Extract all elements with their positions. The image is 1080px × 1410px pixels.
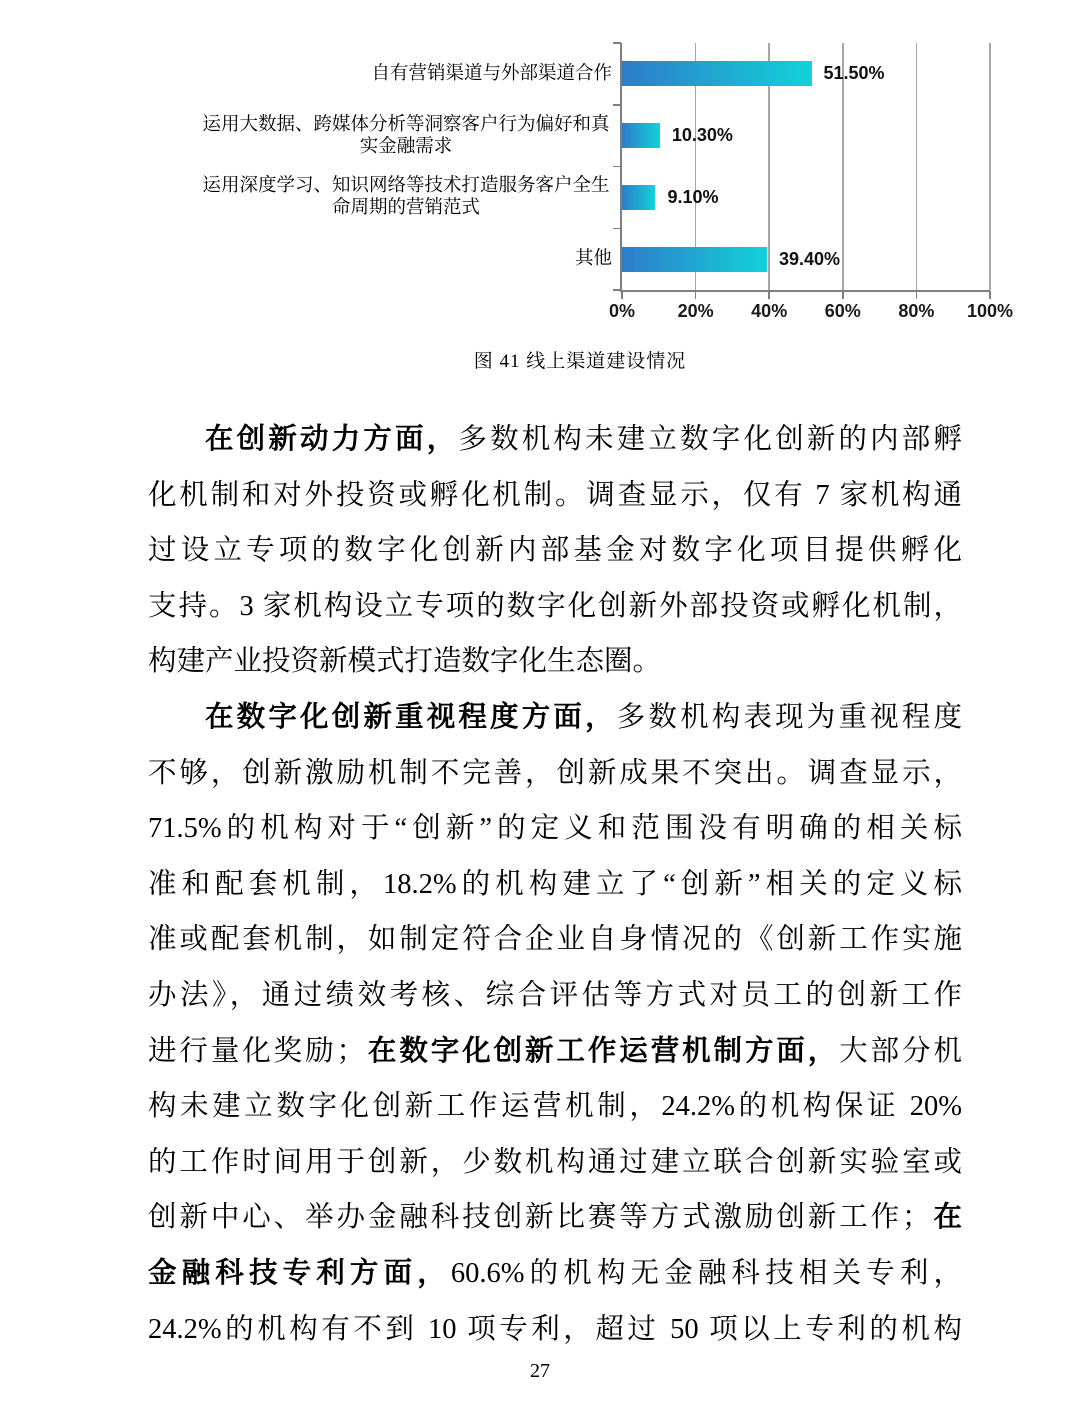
text-run: 创新中心、举办金融科技创新比赛等方式激励创新工作； — [148, 1202, 931, 1234]
x-axis-label: 20% — [677, 301, 714, 321]
data-bar — [622, 185, 655, 210]
text-run: 构建产业投资新模式打造数字化生态圈。 — [148, 646, 662, 678]
body-line — [148, 1135, 962, 1191]
data-label: 10.30% — [671, 125, 733, 146]
text-run: 支持。3 家机构设立专项的数字化创新外部投资或孵化机制， — [148, 590, 962, 622]
data-bar — [622, 61, 812, 86]
data-bar — [622, 123, 660, 148]
text-run: 准或配套机制，如制定符合企业自身情况的《创新工作实施 — [148, 924, 962, 956]
text-run: 多数机构未建立数字化创新的内部孵 — [458, 424, 962, 455]
text-run: 多数机构表现为重视程度 — [616, 701, 962, 733]
body-line — [148, 634, 962, 690]
body-line — [148, 690, 962, 746]
text-run: 大部分机 — [839, 1035, 962, 1067]
data-label: 39.40% — [778, 248, 841, 269]
category-label-row — [140, 167, 612, 229]
body-line — [148, 801, 962, 857]
body-line — [148, 746, 962, 802]
x-axis-label: 100% — [966, 301, 1014, 321]
bar-chart-categories — [140, 43, 612, 290]
bold-text-run: 在创新动力方面， — [205, 424, 459, 455]
body-line — [148, 857, 962, 913]
y-axis-tick — [613, 228, 621, 230]
body-line — [148, 1302, 962, 1358]
bar-chart-plot — [608, 43, 1014, 321]
bold-text-run: 在数字化创新工作运营机制方面， — [365, 1035, 840, 1067]
body-line — [148, 1246, 962, 1302]
data-label: 51.50% — [823, 63, 885, 84]
category-label: 自有营销渠道与外部渠道合作 — [371, 63, 612, 84]
text-run: 不够，创新激励机制不完善，创新成果不突出。调查显示， — [148, 757, 962, 789]
x-axis-label: 60% — [824, 301, 861, 321]
figure-caption: 图 41 线上渠道建设情况 — [473, 351, 687, 372]
gridline — [989, 43, 991, 290]
text-run: 准和配套机制，18.2%的机构建立了“创新”相关的定义标 — [148, 868, 962, 900]
x-axis-tick — [695, 291, 697, 299]
text-run: 构未建立数字化创新工作运营机制，24.2%的机构保证 20% — [148, 1091, 962, 1123]
body-line — [148, 1024, 962, 1080]
body-line — [148, 1190, 962, 1246]
x-axis-tick — [621, 291, 623, 299]
x-axis-label: 0% — [608, 301, 636, 321]
text-run: 71.5%的机构对于“创新”的定义和范围没有明确的相关标 — [148, 813, 962, 845]
category-label-row — [140, 105, 612, 167]
x-axis-label: 40% — [751, 301, 788, 321]
y-axis-tick — [613, 289, 621, 291]
category-label-row — [140, 228, 612, 290]
body-line — [148, 1079, 962, 1135]
text-run: 24.2%的机构有不到 10 项专利，超过 50 项以上专利的机构 — [148, 1313, 962, 1345]
bar-chart — [0, 0, 1080, 400]
body-line — [148, 912, 962, 968]
body-text — [148, 412, 962, 1357]
body-line — [148, 523, 962, 579]
bold-text-run: 在 — [930, 1202, 962, 1234]
body-line — [148, 579, 962, 635]
body-line — [148, 968, 962, 1024]
gridline — [916, 43, 918, 290]
category-label: 其他 — [574, 249, 612, 270]
text-run: 过设立专项的数字化创新内部基金对数字化项目提供孵化 — [148, 535, 962, 567]
data-bar — [622, 247, 767, 272]
x-axis-tick — [989, 291, 991, 299]
data-label: 9.10% — [667, 186, 719, 207]
y-axis-tick — [613, 104, 621, 106]
x-axis-tick — [842, 291, 844, 299]
bold-text-run: 金融科技专利方面， — [148, 1257, 451, 1289]
x-axis-tick — [768, 291, 770, 299]
body-line — [148, 412, 962, 468]
y-axis-tick — [613, 42, 621, 44]
page-number: 27 — [530, 1360, 550, 1382]
body-line — [148, 468, 962, 524]
text-run: 的工作时间用于创新，少数机构通过建立联合创新实验室或 — [148, 1146, 962, 1178]
category-label-row — [140, 43, 612, 105]
x-axis-tick — [916, 291, 918, 299]
y-axis-tick — [613, 166, 621, 168]
text-run: 进行量化奖励； — [148, 1035, 366, 1067]
text-run: 办法》，通过绩效考核、综合评估等方式对员工的创新工作 — [148, 979, 962, 1011]
x-axis-label: 80% — [898, 301, 935, 321]
text-run: 60.6%的机构无金融科技相关专利， — [450, 1257, 962, 1289]
category-label: 运用大数据、跨媒体分析等洞察客户行为偏好和真实金融需求 — [202, 114, 610, 157]
bold-text-run: 在数字化创新重视程度方面， — [205, 701, 617, 733]
text-run: 化机制和对外投资或孵化机制。调查显示，仅有 7 家机构通 — [148, 479, 962, 511]
category-label: 运用深度学习、知识网络等技术打造服务客户全生命周期的营销范式 — [202, 176, 610, 219]
